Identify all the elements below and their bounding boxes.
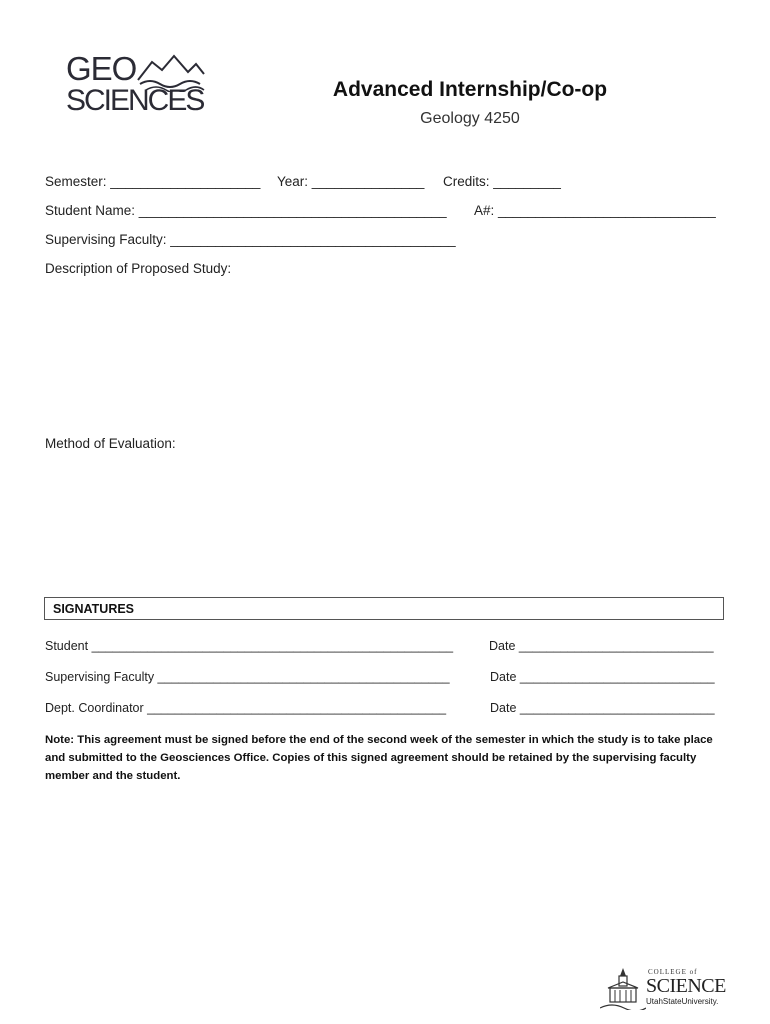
college-of-label: COLLEGE of	[648, 968, 698, 976]
logo-line1: GEO	[66, 50, 137, 87]
student-name-field[interactable]: Student Name: _________________________________________	[45, 203, 447, 218]
signatures-header	[44, 597, 724, 620]
credits-field[interactable]: Credits: _________	[443, 174, 561, 189]
university-label: UtahStateUniversity.	[646, 997, 719, 1006]
coordinator-date-line[interactable]: Date ____________________________	[490, 701, 715, 715]
coordinator-signature-line[interactable]: Dept. Coordinator ___________________________________________	[45, 701, 447, 715]
signatures-heading: SIGNATURES	[53, 602, 135, 616]
old-main-tower-icon	[600, 966, 646, 1010]
course-subtitle: Geology 4250	[420, 110, 520, 127]
page-title: Advanced Internship/Co-op	[332, 78, 608, 101]
science-label: SCIENCE	[646, 975, 726, 997]
method-label: Method of Evaluation:	[45, 436, 176, 451]
faculty-signature-line[interactable]: Supervising Faculty __________________________________________	[45, 670, 450, 684]
semester-field[interactable]: Semester: ____________________	[45, 174, 261, 189]
description-label: Description of Proposed Study:	[45, 261, 232, 276]
agreement-note: Note: This agreement must be signed before the end of the second week of the semester in which the study is to take place and submitted to the Geosciences Office. Copies of this signed agreement should be retained by the supervising faculty member and the student.	[45, 734, 713, 782]
geosciences-logo	[66, 52, 206, 118]
college-of-science-logo	[600, 966, 730, 1010]
a-number-field[interactable]: A#: _____________________________	[474, 203, 716, 218]
supervising-faculty-field[interactable]: Supervising Faculty: ______________________________________	[45, 232, 456, 247]
student-signature-line[interactable]: Student ____________________________________________________	[45, 639, 454, 653]
student-date-line[interactable]: Date ____________________________	[489, 639, 714, 653]
year-field[interactable]: Year: _______________	[277, 174, 425, 189]
logo-line2: SCIENCES	[66, 84, 204, 117]
faculty-date-line[interactable]: Date ____________________________	[490, 670, 715, 684]
